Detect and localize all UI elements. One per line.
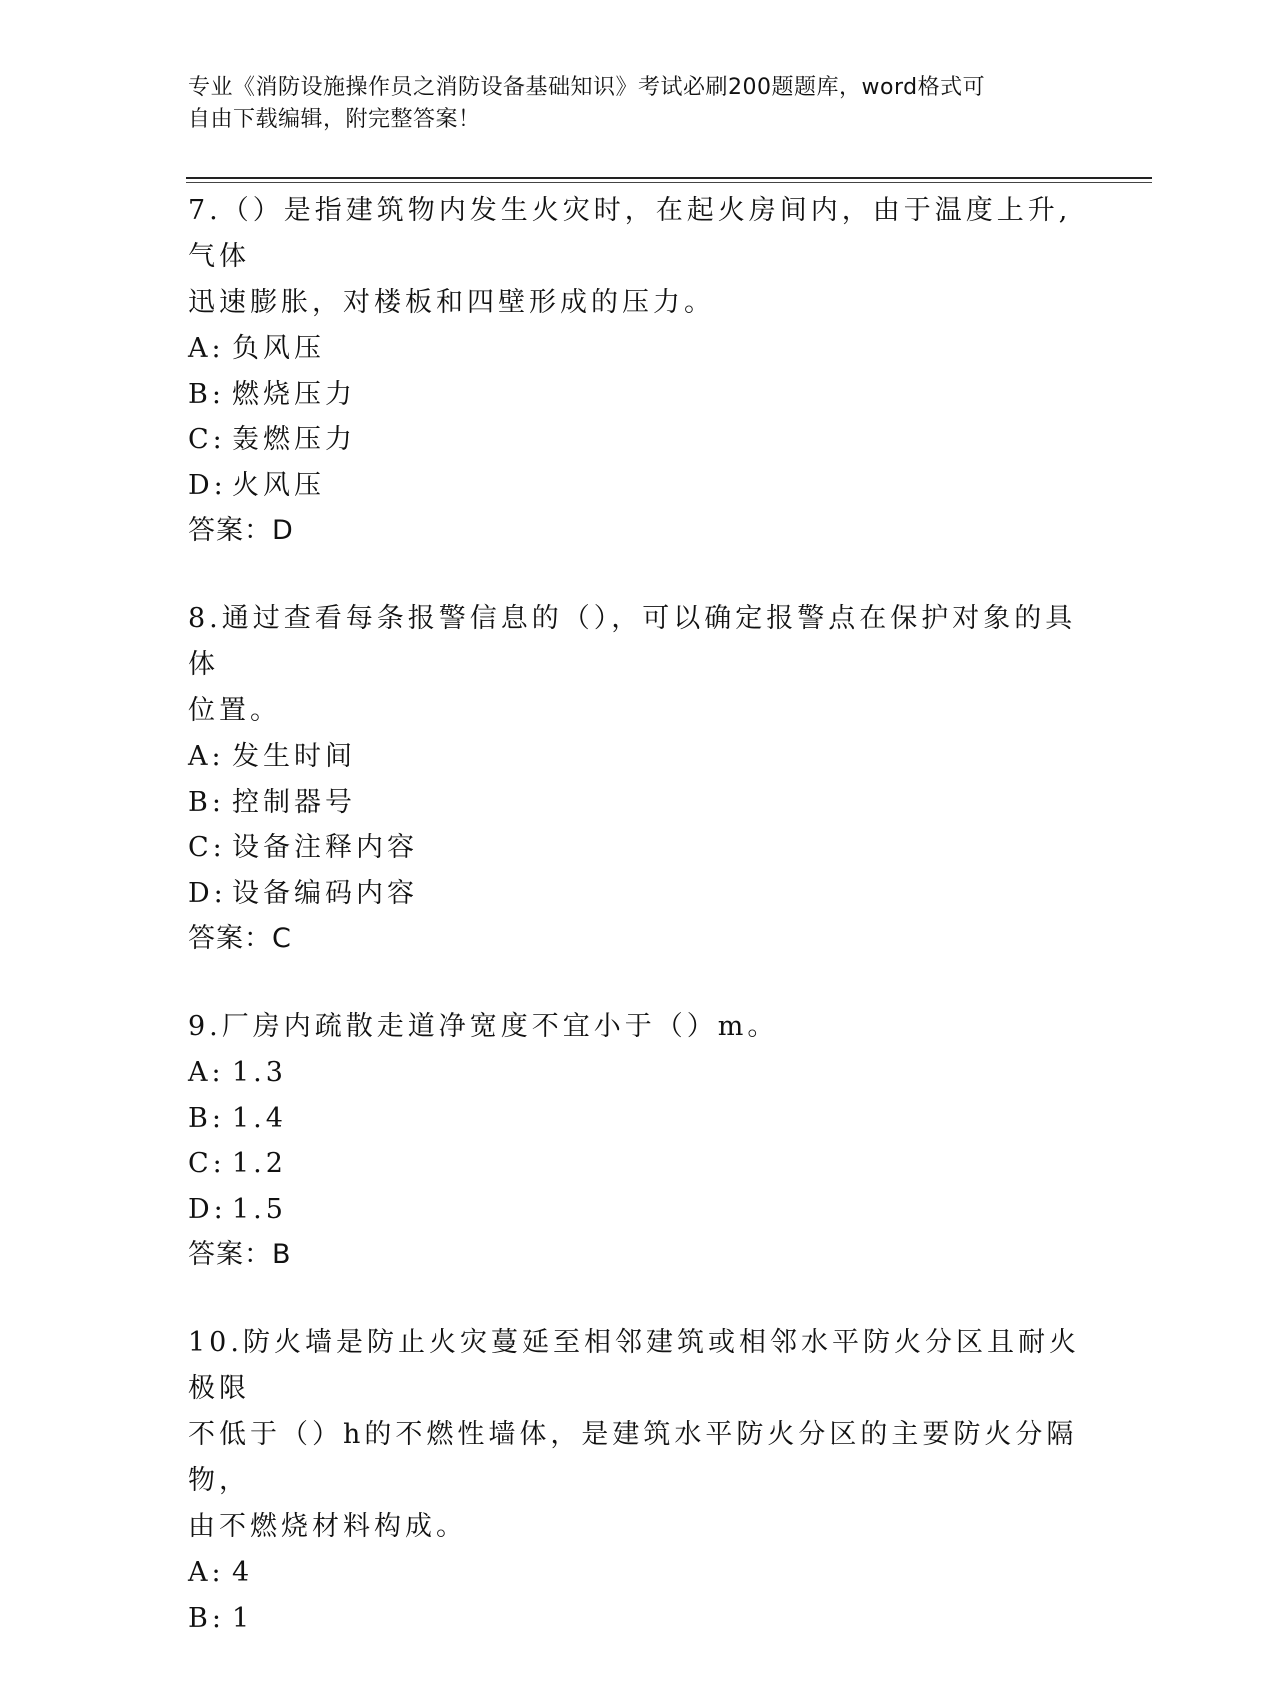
option-text: 设备编码内容 [232,877,418,909]
option-letter: A: [188,741,225,772]
option-b [188,372,1088,418]
question-stem-line: 迅速膨胀，对楼板和四壁形成的压力。 [188,287,715,318]
option-text: 1.5 [232,1193,287,1225]
option-a [188,734,1088,780]
option-letter: C: [188,832,226,863]
option-letter: B: [188,786,225,818]
option-c [188,825,1088,871]
option-letter: C: [188,1148,226,1179]
option-c [188,417,1088,463]
header-title-line-1: 专业《消防设施操作员之消防设备基础知识》考试必刷200题题库，word格式可 [188,75,986,100]
question-stem-line: 8.通过查看每条报警信息的（），可以确定报警点在保护对象的具体 [188,603,1077,680]
option-letter: A: [188,1557,225,1588]
question-list [188,188,1088,1683]
option-letter: A: [188,333,225,364]
answer-line: 答案：D [188,515,294,546]
question-stem-line: 10.防火墙是防止火灾蔓延至相邻建筑或相邻水平防火分区且耐火极限 [188,1327,1080,1404]
option-a [188,1550,1088,1596]
option-letter: B: [188,1602,225,1634]
option-b [188,1596,1088,1642]
option-text: 1 [232,1602,254,1634]
document-header [188,72,1068,136]
option-a [188,1050,1088,1096]
option-letter: A: [188,1057,225,1088]
option-text: 1.3 [232,1057,287,1088]
option-c [188,1141,1088,1187]
answer-line: 答案：C [188,923,292,954]
question-7 [188,188,1088,554]
option-text: 燃烧压力 [232,378,356,410]
option-text: 1.4 [232,1102,287,1134]
question-stem-line: 不低于（）h的不燃性墙体，是建筑水平防火分区的主要防火分隔物， [188,1419,1078,1496]
answer-line: 答案：B [188,1239,292,1270]
option-letter: D: [188,469,227,501]
question-stem-line: 7.（）是指建筑物内发生火灾时，在起火房间内，由于温度上升,气体 [188,195,1072,272]
question-9 [188,1004,1088,1278]
question-stem-line: 由不燃烧材料构成。 [188,1511,467,1542]
option-text: 发生时间 [232,741,356,772]
question-stem-line: 位置。 [188,695,281,726]
option-letter: B: [188,1102,225,1134]
option-d [188,463,1088,509]
option-letter: D: [188,1193,227,1225]
question-stem-line: 9.厂房内疏散走道净宽度不宜小于（）m。 [188,1011,779,1042]
header-divider-thin [186,182,1152,183]
option-text: 火风压 [232,469,325,501]
option-letter: D: [188,877,227,909]
option-text: 4 [232,1557,254,1588]
question-8 [188,596,1088,962]
option-d [188,871,1088,917]
option-b [188,780,1088,826]
option-text: 负风压 [232,333,325,364]
header-divider-thick [186,177,1152,179]
option-letter: B: [188,378,225,410]
option-text: 1.2 [232,1148,287,1179]
question-10 [188,1320,1088,1641]
option-text: 轰燃压力 [232,424,356,455]
option-letter: C: [188,424,226,455]
option-a [188,326,1088,372]
header-title-line-2: 自由下载编辑，附完整答案！ [188,107,481,132]
option-b [188,1096,1088,1142]
option-text: 设备注释内容 [232,832,418,863]
option-text: 控制器号 [232,786,356,818]
option-d [188,1187,1088,1233]
